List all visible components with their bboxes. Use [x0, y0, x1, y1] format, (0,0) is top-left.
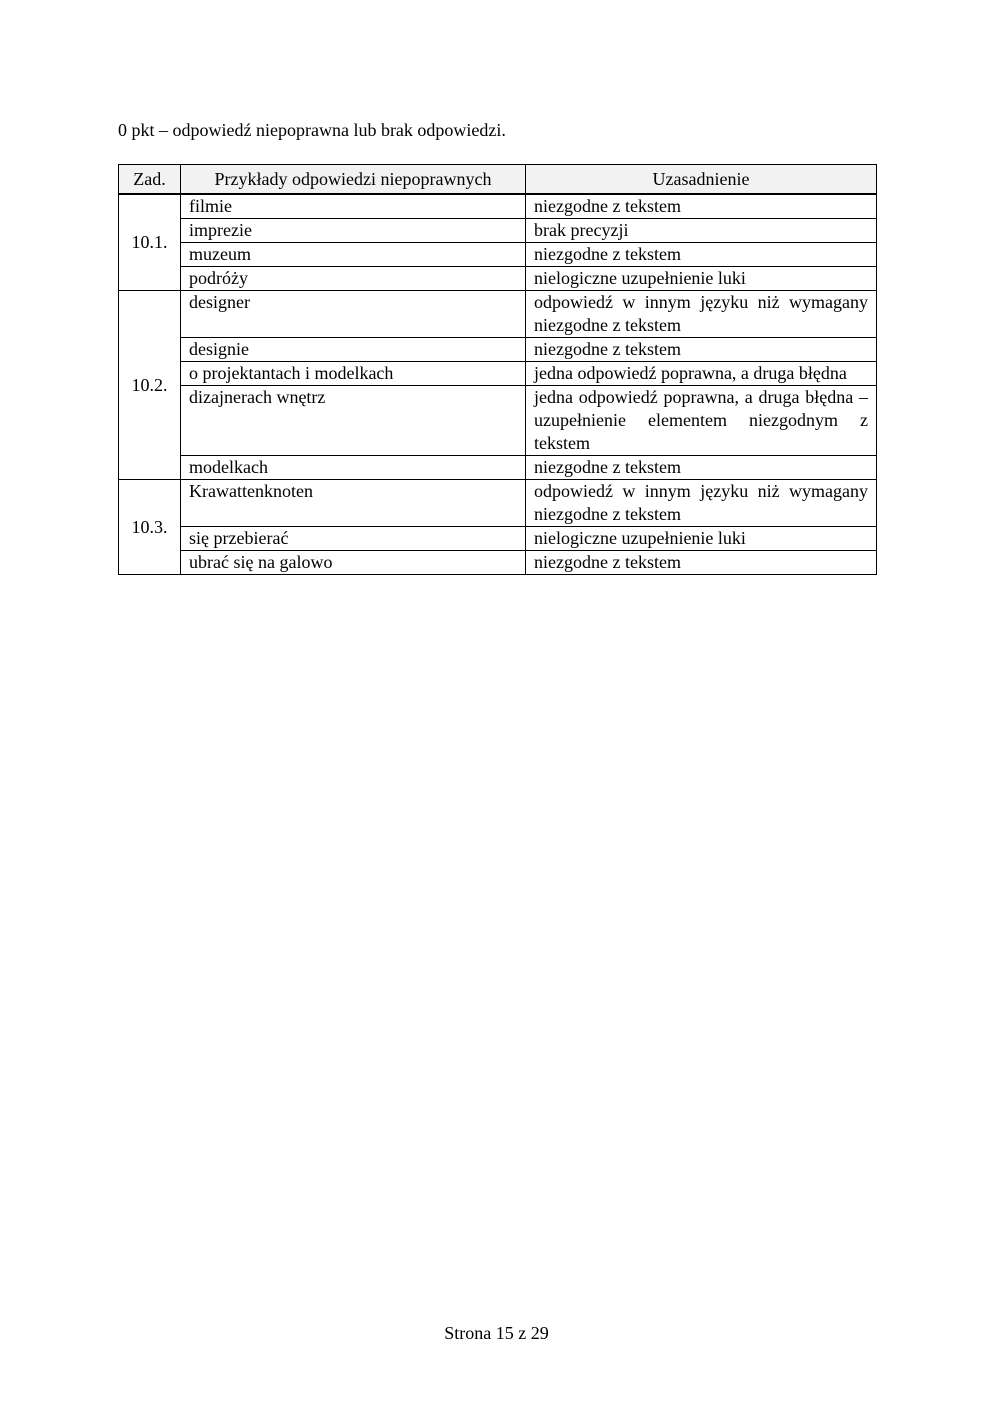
table-row — [119, 386, 877, 456]
example-answer: filmie — [181, 194, 526, 219]
justification: nielogiczne uzupełnienie luki — [526, 527, 877, 551]
table-row — [119, 480, 877, 527]
incorrect-answers-table — [118, 164, 877, 575]
table-row — [119, 527, 877, 551]
example-answer: modelkach — [181, 456, 526, 480]
table-header-row — [119, 165, 877, 195]
justification: brak precyzji — [526, 219, 877, 243]
table-row — [119, 267, 877, 291]
justification: jedna odpowiedź poprawna, a druga błędna – uzupełnienie elementem niezgodnym z tekstem — [526, 386, 877, 456]
justification: niezgodne z tekstem — [526, 551, 877, 575]
justification: jedna odpowiedź poprawna, a druga błędna — [526, 362, 877, 386]
example-answer: się przebierać — [181, 527, 526, 551]
example-answer: ubrać się na galowo — [181, 551, 526, 575]
table-row — [119, 243, 877, 267]
page-number: Strona 15 z 29 — [444, 1323, 549, 1343]
task-number: 10.2. — [119, 291, 181, 480]
table-row — [119, 338, 877, 362]
example-answer: Krawattenknoten — [181, 480, 526, 527]
justification: niezgodne z tekstem — [526, 243, 877, 267]
justification: niezgodne z tekstem — [526, 456, 877, 480]
example-answer: muzeum — [181, 243, 526, 267]
scoring-note: 0 pkt – odpowiedź niepoprawna lub brak odpowiedzi. — [118, 120, 506, 140]
table-row — [119, 194, 877, 219]
justification: odpowiedź w innym języku niż wymagany niezgodne z tekstem — [526, 480, 877, 527]
example-answer: imprezie — [181, 219, 526, 243]
justification: nielogiczne uzupełnienie luki — [526, 267, 877, 291]
header-zad: Zad. — [119, 165, 181, 195]
example-answer: designie — [181, 338, 526, 362]
header-justification: Uzasadnienie — [526, 165, 877, 195]
justification: odpowiedź w innym języku niż wymagany niezgodne z tekstem — [526, 291, 877, 338]
table-row — [119, 219, 877, 243]
example-answer: designer — [181, 291, 526, 338]
example-answer: dizajnerach wnętrz — [181, 386, 526, 456]
table-row — [119, 551, 877, 575]
table-row — [119, 291, 877, 338]
justification: niezgodne z tekstem — [526, 194, 877, 219]
table-row — [119, 456, 877, 480]
header-examples: Przykłady odpowiedzi niepoprawnych — [181, 165, 526, 195]
task-number: 10.1. — [119, 194, 181, 291]
example-answer: podróży — [181, 267, 526, 291]
table-row — [119, 362, 877, 386]
example-answer: o projektantach i modelkach — [181, 362, 526, 386]
justification: niezgodne z tekstem — [526, 338, 877, 362]
task-number: 10.3. — [119, 480, 181, 575]
